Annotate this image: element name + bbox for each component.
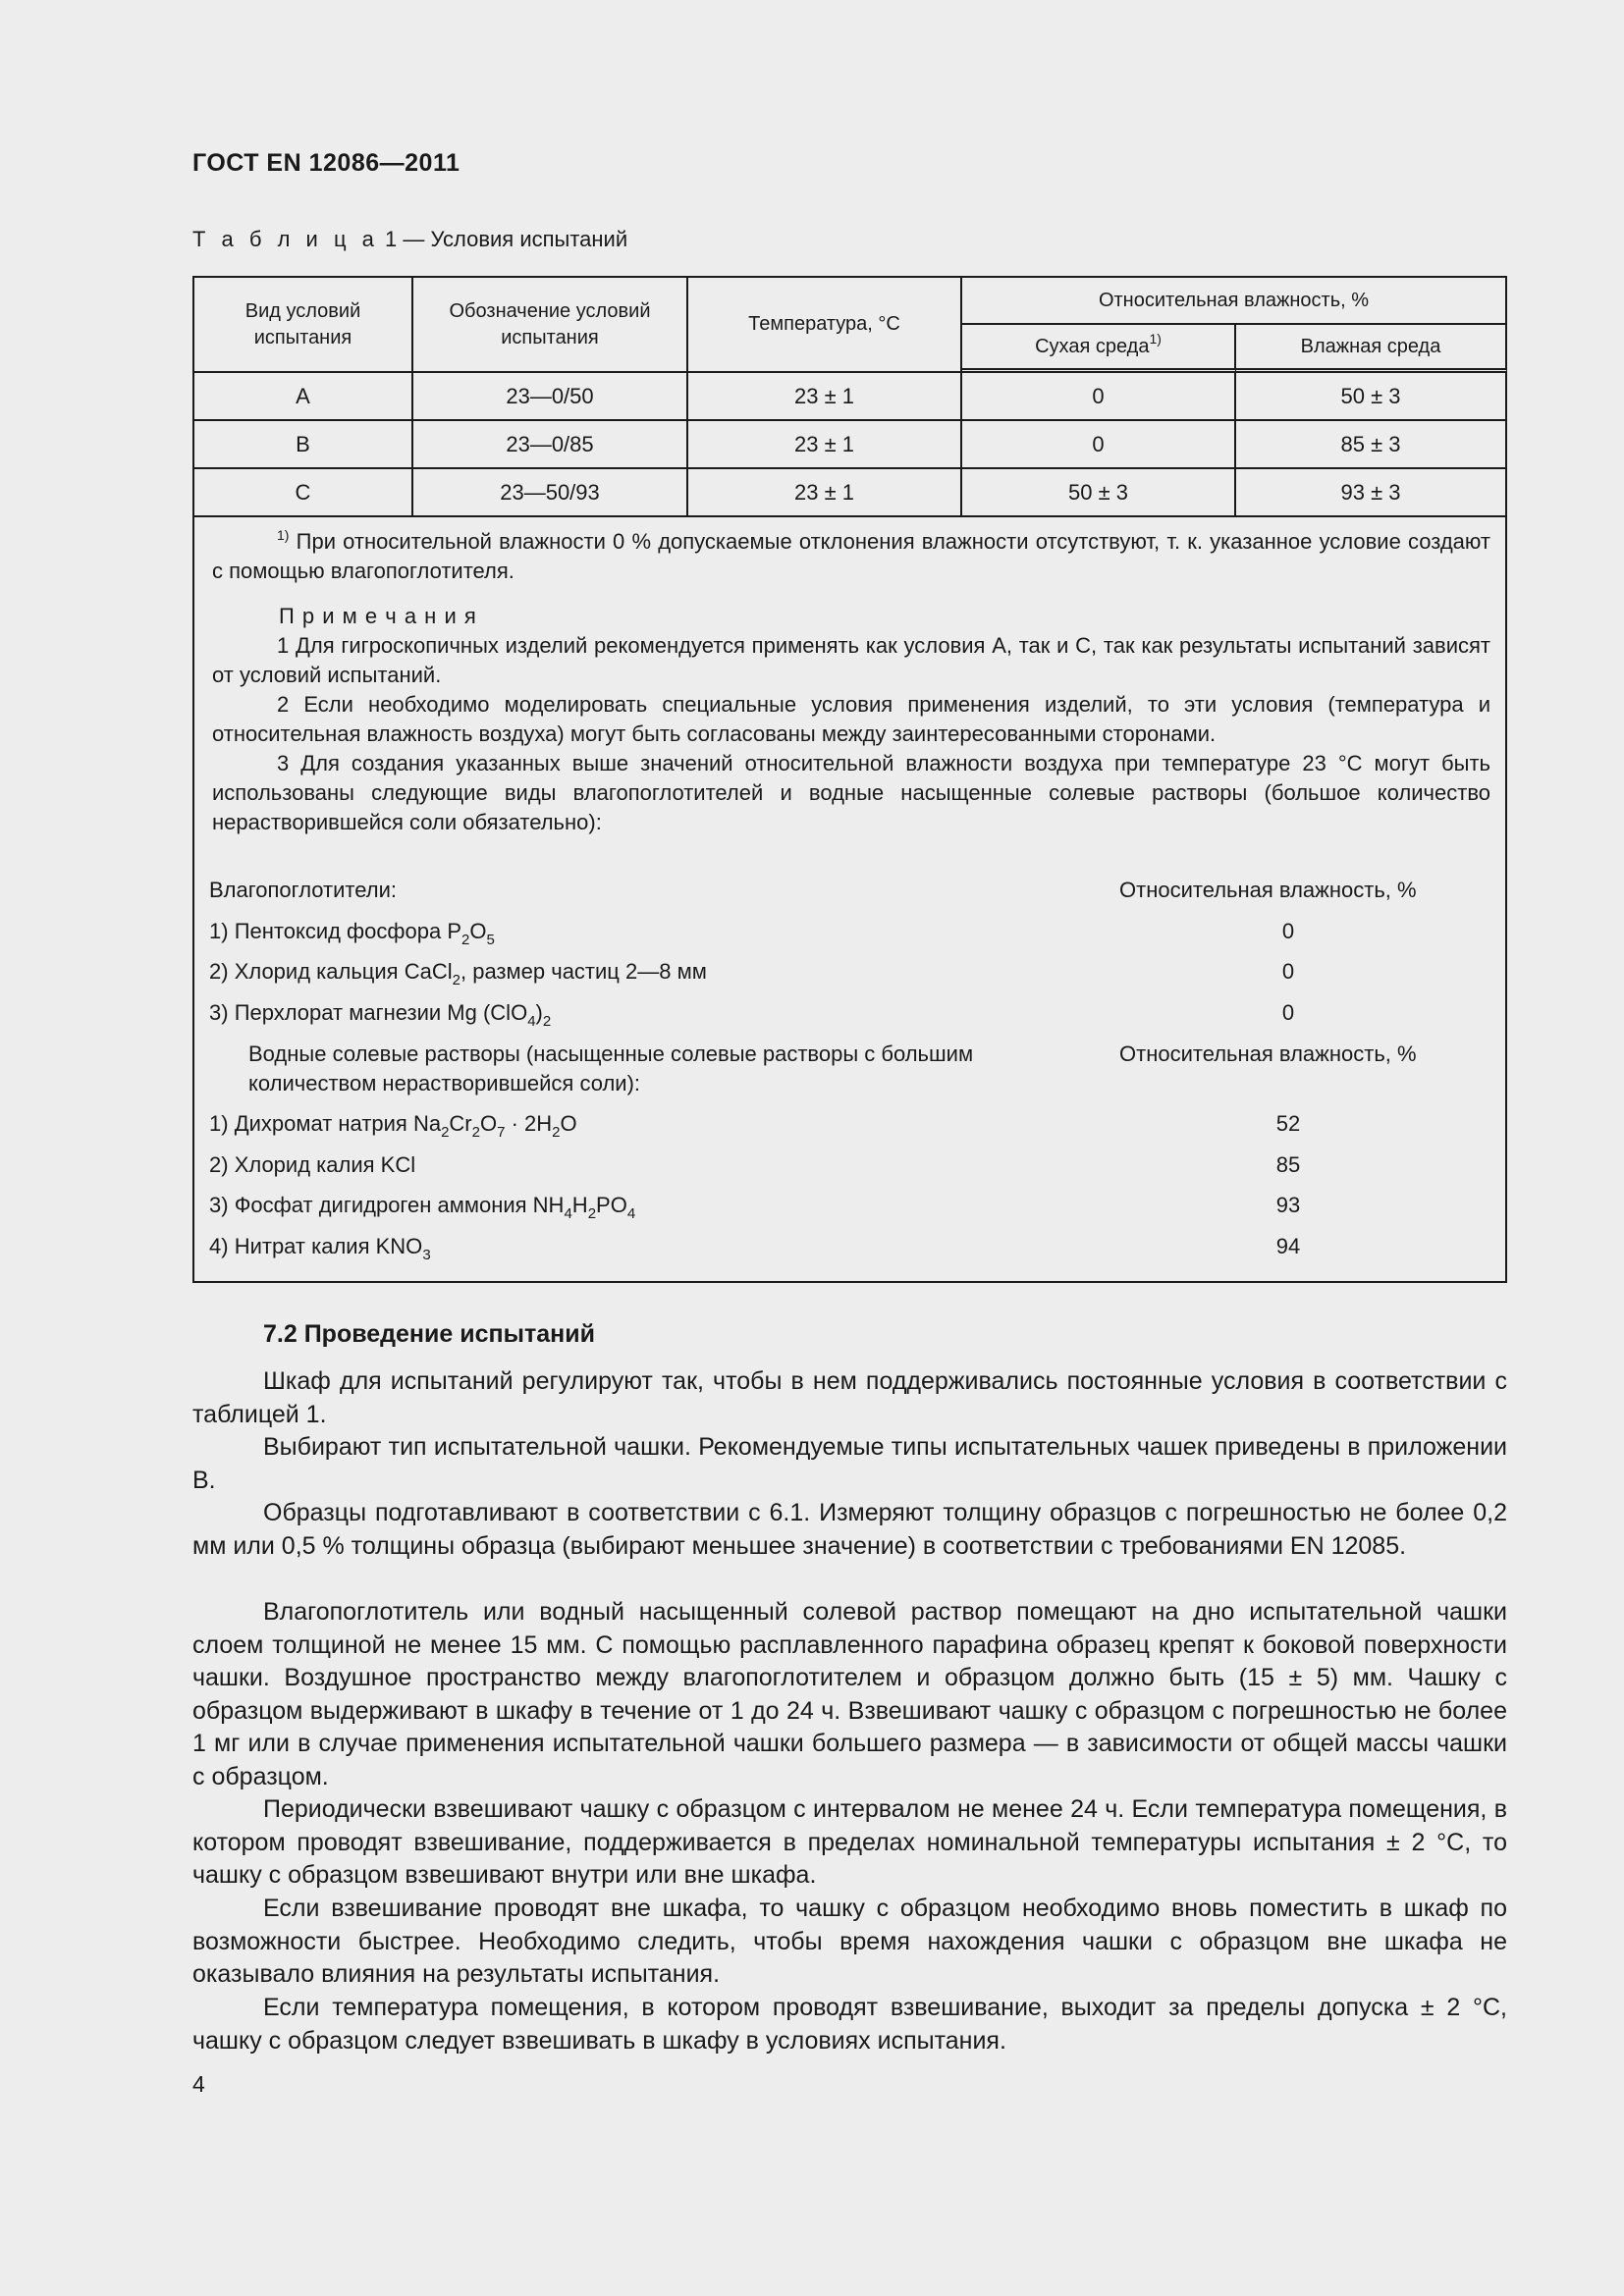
item-name: Нитрат калия <box>234 1234 370 1258</box>
cell-type: B <box>192 421 413 469</box>
item-formula: $P_2O_5$ <box>447 919 495 948</box>
solution-item <box>209 1111 577 1141</box>
cell-type: A <box>192 373 413 421</box>
table-caption-text: 1 — Условия испытаний <box>385 227 628 251</box>
desiccant-value: 0 <box>1281 959 1295 984</box>
item-formula: $KNO_3$ <box>375 1234 431 1263</box>
table-row <box>192 469 1507 517</box>
item-name: Фосфат дигидроген аммония <box>234 1193 527 1217</box>
header-dry-label: Сухая среда <box>1035 335 1150 357</box>
header-temperature: Температура, °С <box>688 276 962 373</box>
table-row <box>192 421 1507 469</box>
paragraph: Если взвешивание проводят вне шкафа, то чашку с образцом необходимо вновь поместить в шкаф по возможности быстрее. Необходимо следить, чтобы время нахождения чашки с образцом вне шкафа не оказывало влияния на результаты испытания. <box>192 1895 1507 1988</box>
item-number: 2) <box>209 1152 229 1177</box>
note-3: 3 Для создания указанных выше значений относительной влажности воздуха при температуре 23 °С могут быть использованы следующие виды влагопоглотителей и водные насыщенные солевые растворы (большое количество нерастворившейся соли обязательно): <box>212 751 1490 834</box>
cell-code: 23—0/50 <box>413 373 688 421</box>
desiccant-value: 0 <box>1281 1000 1295 1025</box>
note-1: 1 Для гигроскопичных изделий рекомендуется применять как условия А, так и С, так как результаты испытаний зависят от условий испытаний. <box>212 633 1490 687</box>
solution-value: 93 <box>1275 1193 1301 1217</box>
page-number: 4 <box>192 2071 205 2097</box>
header-humidity-group: Относительная влажность, % <box>962 276 1507 325</box>
cell-dry: 0 <box>962 373 1236 421</box>
header-code: Обозначение условий испытания <box>413 276 688 373</box>
item-number: 3) <box>209 1193 229 1217</box>
item-number: 2) <box>209 959 229 984</box>
item-number: 1) <box>209 1111 229 1136</box>
cell-type: C <box>192 469 413 517</box>
item-number: 4) <box>209 1234 229 1258</box>
item-name: Перхлорат магнезии <box>234 1000 442 1025</box>
section-title: 7.2 Проведение испытаний <box>263 1320 595 1348</box>
cell-wet: 50 ± 3 <box>1236 373 1507 421</box>
notes-title: П р и м е ч а н и я <box>279 604 477 628</box>
item-number: 1) <box>209 919 229 943</box>
table-footnote <box>212 527 1490 586</box>
desiccant-item <box>209 919 495 948</box>
cell-dry: 0 <box>962 421 1236 469</box>
paragraph: Периодически взвешивают чашку с образцом с интервалом не менее 24 ч. Если температура помещения, в котором проводят взвешивание, поддерживается в пределах номинальной температуры испытания ± 2 °С, то чашку с образцом взвешивают внутри или вне шкафа. <box>192 1795 1507 1889</box>
note-2: 2 Если необходимо моделировать специальные условия применения изделий, то эти условия (температура и относительная влажность воздуха) могут быть согласованы между заинтересованными сторонами. <box>212 692 1490 746</box>
cell-temp: 23 ± 1 <box>688 373 962 421</box>
cell-wet: 93 ± 3 <box>1236 469 1507 517</box>
item-name: Пентоксид фосфора <box>234 919 442 943</box>
item-formula: $NH_4H_2PO_4$ <box>532 1193 636 1222</box>
item-formula: $Na_2Cr_2O_7 \cdot 2H_2O$ <box>412 1111 577 1141</box>
desiccants-title: Влагопоглотители: <box>209 878 397 902</box>
desiccant-item <box>209 1000 552 1030</box>
header-dry-footnote-mark: 1) <box>1149 330 1162 347</box>
item-extra: , размер частиц 2—8 мм <box>460 959 707 984</box>
item-number: 3) <box>209 1000 229 1025</box>
item-formula: CaCl$_2$ <box>404 959 460 988</box>
paragraph: Шкаф для испытаний регулируют так, чтобы в нем поддерживались постоянные условия в соответствии с таблицей 1. <box>192 1367 1507 1428</box>
solution-item <box>209 1193 636 1222</box>
paragraph: Влагопоглотитель или водный насыщенный солевой раствор помещают на дно испытательной чашки слоем толщиной не менее 15 мм. С помощью расплавленного парафина образец крепят к боковой поверхности чашки. Воздушное пространство между влагопоглотителем и образцом должно быть (15 ± 5) мм. Чашку с образцом выдерживают в шкафу в течение от 1 до 24 ч. Взвешивают чашку с образцом с погрешностью не более 1 мг или в случае применения испытательной чашки большего размера — в зависимости от общей массы чашки с образцом. <box>192 1598 1507 1790</box>
rh-header-1: Относительная влажность, % <box>1119 878 1417 902</box>
item-name: Хлорид калия <box>234 1152 375 1177</box>
table-row <box>192 373 1507 421</box>
table-caption <box>192 227 627 252</box>
rh-header-2: Относительная влажность, % <box>1119 1041 1417 1066</box>
header-type: Вид условий испытания <box>192 276 413 373</box>
table-caption-prefix: Т а б л и ц а <box>192 227 379 251</box>
item-name: Хлорид кальция <box>234 959 399 984</box>
footnote-text: При относительной влажности 0 % допускаемые отклонения влажности отсутствуют, т. к. указанное условие создают с помощью влагопоглотителя. <box>212 529 1490 583</box>
solutions-title: Водные солевые растворы (насыщенные солевые растворы с большим количеством нерастворившейся соли): <box>248 1041 974 1095</box>
cell-dry: 50 ± 3 <box>962 469 1236 517</box>
item-formula: KCl <box>380 1152 416 1177</box>
footnote-mark: 1) <box>277 527 290 543</box>
paragraph: Если температура помещения, в котором проводят взвешивание, выходит за пределы допуска ± 2 °С, чашку с образцом следует взвешивать в шкафу в условиях испытания. <box>192 1994 1507 2055</box>
solution-item <box>209 1234 431 1263</box>
solution-value: 94 <box>1275 1234 1301 1258</box>
solution-value: 85 <box>1275 1152 1301 1177</box>
cell-code: 23—50/93 <box>413 469 688 517</box>
solution-value: 52 <box>1275 1111 1301 1136</box>
solution-item <box>209 1152 415 1178</box>
item-name: Дихромат натрия <box>234 1111 407 1136</box>
paragraph: Образцы подготавливают в соответствии с 6.1. Измеряют толщину образцов с погрешностью не более 0,2 мм или 0,5 % толщины образца (выбирают меньшее значение) в соответствии с требованиями EN 12085. <box>192 1499 1507 1560</box>
paragraph: Выбирают тип испытательной чашки. Рекомендуемые типы испытательных чашек приведены в приложении В. <box>192 1433 1507 1494</box>
header-wet: Влажная среда <box>1236 325 1507 373</box>
desiccant-item <box>209 959 707 988</box>
header-dry <box>962 325 1236 373</box>
item-formula: Mg $(ClO_4)_2$ <box>447 1000 552 1030</box>
conditions-table <box>192 276 1507 517</box>
cell-code: 23—0/85 <box>413 421 688 469</box>
document-header: ГОСТ EN 12086—2011 <box>192 149 460 177</box>
cell-temp: 23 ± 1 <box>688 421 962 469</box>
cell-wet: 85 ± 3 <box>1236 421 1507 469</box>
desiccant-value: 0 <box>1281 919 1295 943</box>
cell-temp: 23 ± 1 <box>688 469 962 517</box>
